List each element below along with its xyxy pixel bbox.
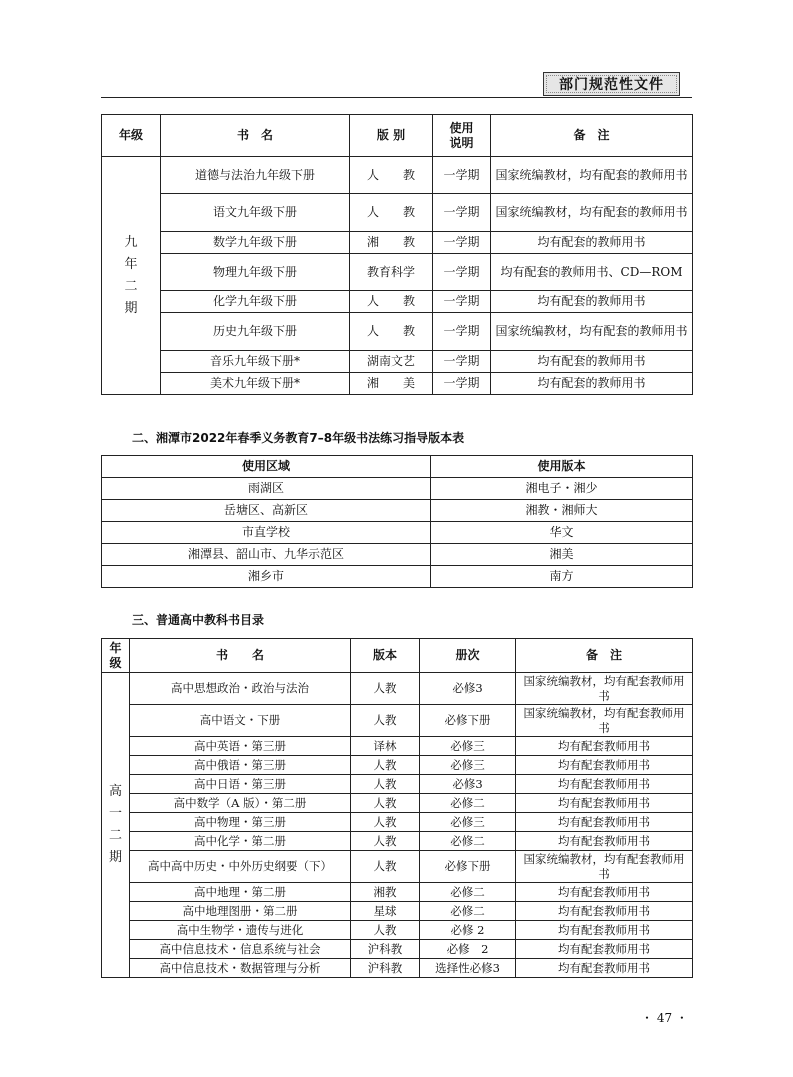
book-cell: 高中地理图册・第二册 bbox=[130, 902, 351, 921]
version-cell: 华文 bbox=[431, 522, 693, 544]
section-title-calligraphy: 二、湘潭市2022年春季义务教育7–8年级书法练习指导版本表 bbox=[132, 431, 465, 445]
edition-cell: 人教 bbox=[351, 921, 420, 940]
volume-cell: 必修三 bbox=[420, 813, 516, 832]
book-cell: 高中英语・第三册 bbox=[130, 737, 351, 756]
book-cell: 音乐九年级下册* bbox=[161, 351, 350, 373]
book-cell: 语文九年级下册 bbox=[161, 194, 350, 232]
volume-cell: 必修3 bbox=[420, 673, 516, 705]
book-cell: 道德与法治九年级下册 bbox=[161, 157, 350, 194]
col-header-note: 备 注 bbox=[491, 115, 693, 157]
col-header-usage: 使用说明 bbox=[433, 115, 491, 157]
grade9-textbook-table bbox=[101, 114, 693, 395]
table-row bbox=[102, 373, 693, 395]
book-cell: 高中语文・下册 bbox=[130, 705, 351, 737]
volume-cell: 必修三 bbox=[420, 737, 516, 756]
table-row bbox=[102, 544, 693, 566]
volume-cell: 必修二 bbox=[420, 902, 516, 921]
book-cell: 高中高中历史・中外历史纲要（下） bbox=[130, 851, 351, 883]
edition-cell: 人 教 bbox=[350, 313, 433, 351]
col-header-area: 使用区域 bbox=[102, 456, 431, 478]
usage-cell: 一学期 bbox=[433, 291, 491, 313]
book-cell: 高中物理・第三册 bbox=[130, 813, 351, 832]
table-row bbox=[102, 254, 693, 291]
volume-cell: 必修下册 bbox=[420, 851, 516, 883]
edition-cell: 人教 bbox=[351, 705, 420, 737]
edition-cell: 人教 bbox=[351, 813, 420, 832]
table-row bbox=[102, 351, 693, 373]
volume-cell: 必修3 bbox=[420, 775, 516, 794]
grade-cell bbox=[102, 157, 161, 395]
table-row bbox=[102, 737, 693, 756]
book-cell: 高中数学（A 版）・第二册 bbox=[130, 794, 351, 813]
table-row bbox=[102, 194, 693, 232]
book-cell: 数学九年级下册 bbox=[161, 232, 350, 254]
table-row bbox=[102, 775, 693, 794]
edition-cell: 人 教 bbox=[350, 157, 433, 194]
book-cell: 高中地理・第二册 bbox=[130, 883, 351, 902]
table-row bbox=[102, 673, 693, 705]
volume-cell: 必修 2 bbox=[420, 940, 516, 959]
volume-cell: 必修二 bbox=[420, 883, 516, 902]
note-cell: 均有配套的教师用书 bbox=[491, 351, 693, 373]
edition-cell: 教育科学 bbox=[350, 254, 433, 291]
note-cell: 均有配套教师用书 bbox=[516, 959, 693, 978]
area-cell: 湘潭县、韶山市、九华示范区 bbox=[102, 544, 431, 566]
table-row bbox=[102, 157, 693, 194]
note-cell: 国家统编教材，均有配套教师用书 bbox=[516, 705, 693, 737]
table-row bbox=[102, 959, 693, 978]
note-cell: 均有配套教师用书 bbox=[516, 737, 693, 756]
table-row bbox=[102, 794, 693, 813]
table-row bbox=[102, 522, 693, 544]
section-title-high-school: 三、普通高中教科书目录 bbox=[132, 613, 265, 627]
note-cell: 均有配套的教师用书 bbox=[491, 232, 693, 254]
book-cell: 高中化学・第二册 bbox=[130, 832, 351, 851]
edition-cell: 湘 教 bbox=[350, 232, 433, 254]
table-row bbox=[102, 921, 693, 940]
volume-cell: 必修三 bbox=[420, 756, 516, 775]
note-cell: 国家统编教材，均有配套教师用书 bbox=[516, 851, 693, 883]
version-cell: 湘教・湘师大 bbox=[431, 500, 693, 522]
edition-cell: 沪科教 bbox=[351, 940, 420, 959]
edition-cell: 人教 bbox=[351, 756, 420, 775]
table-row bbox=[102, 478, 693, 500]
area-cell: 雨湖区 bbox=[102, 478, 431, 500]
table-header-row bbox=[102, 639, 693, 673]
table-row bbox=[102, 500, 693, 522]
section-badge bbox=[543, 72, 680, 96]
note-cell: 均有配套的教师用书、CD—ROM bbox=[491, 254, 693, 291]
col-header-grade: 年级 bbox=[102, 639, 130, 673]
grade-char: 期 bbox=[124, 300, 138, 316]
edition-cell: 人 教 bbox=[350, 194, 433, 232]
edition-cell: 人教 bbox=[351, 794, 420, 813]
edition-cell: 人 教 bbox=[350, 291, 433, 313]
area-cell: 市直学校 bbox=[102, 522, 431, 544]
book-cell: 历史九年级下册 bbox=[161, 313, 350, 351]
table-row bbox=[102, 566, 693, 588]
volume-cell: 必修二 bbox=[420, 832, 516, 851]
note-cell: 均有配套教师用书 bbox=[516, 921, 693, 940]
table-row bbox=[102, 291, 693, 313]
edition-cell: 沪科教 bbox=[351, 959, 420, 978]
book-cell: 物理九年级下册 bbox=[161, 254, 350, 291]
table-row bbox=[102, 232, 693, 254]
grade-char: 年 bbox=[124, 256, 138, 272]
grade-char: 九 bbox=[124, 234, 138, 250]
note-cell: 均有配套教师用书 bbox=[516, 883, 693, 902]
high-school-textbook-table bbox=[101, 638, 693, 978]
grade-char: 期 bbox=[108, 850, 122, 865]
volume-cell: 必修二 bbox=[420, 794, 516, 813]
volume-cell: 选择性必修3 bbox=[420, 959, 516, 978]
table-row bbox=[102, 902, 693, 921]
col-header-edition: 版 别 bbox=[350, 115, 433, 157]
col-header-volume: 册次 bbox=[420, 639, 516, 673]
volume-cell: 必修下册 bbox=[420, 705, 516, 737]
badge-label: 部门规范性文件 bbox=[559, 77, 664, 93]
edition-cell: 人教 bbox=[351, 851, 420, 883]
edition-cell: 人教 bbox=[351, 775, 420, 794]
version-cell: 湘电子・湘少 bbox=[431, 478, 693, 500]
note-cell: 均有配套教师用书 bbox=[516, 902, 693, 921]
edition-cell: 湘 美 bbox=[350, 373, 433, 395]
note-cell: 均有配套教师用书 bbox=[516, 940, 693, 959]
note-cell: 均有配套的教师用书 bbox=[491, 291, 693, 313]
usage-cell: 一学期 bbox=[433, 351, 491, 373]
calligraphy-version-table bbox=[101, 455, 693, 588]
edition-cell: 译林 bbox=[351, 737, 420, 756]
table-row bbox=[102, 705, 693, 737]
col-header-edition: 版本 bbox=[351, 639, 420, 673]
grade-char: 二 bbox=[108, 828, 122, 843]
edition-cell: 湖南文艺 bbox=[350, 351, 433, 373]
note-cell: 均有配套教师用书 bbox=[516, 775, 693, 794]
grade-cell bbox=[102, 673, 130, 978]
book-cell: 美术九年级下册* bbox=[161, 373, 350, 395]
table-header-row bbox=[102, 115, 693, 157]
table-row bbox=[102, 851, 693, 883]
note-cell: 国家统编教材，均有配套教师用书 bbox=[516, 673, 693, 705]
edition-cell: 星球 bbox=[351, 902, 420, 921]
table-header-row bbox=[102, 456, 693, 478]
area-cell: 湘乡市 bbox=[102, 566, 431, 588]
area-cell: 岳塘区、高新区 bbox=[102, 500, 431, 522]
note-cell: 均有配套教师用书 bbox=[516, 794, 693, 813]
usage-cell: 一学期 bbox=[433, 313, 491, 351]
usage-cell: 一学期 bbox=[433, 157, 491, 194]
col-header-grade: 年级 bbox=[102, 115, 161, 157]
book-cell: 高中思想政治・政治与法治 bbox=[130, 673, 351, 705]
usage-cell: 一学期 bbox=[433, 194, 491, 232]
book-cell: 化学九年级下册 bbox=[161, 291, 350, 313]
note-cell: 国家统编教材，均有配套的教师用书 bbox=[491, 313, 693, 351]
book-cell: 高中俄语・第三册 bbox=[130, 756, 351, 775]
table-row bbox=[102, 832, 693, 851]
version-cell: 湘美 bbox=[431, 544, 693, 566]
version-cell: 南方 bbox=[431, 566, 693, 588]
table-row bbox=[102, 813, 693, 832]
note-cell: 均有配套教师用书 bbox=[516, 756, 693, 775]
usage-cell: 一学期 bbox=[433, 373, 491, 395]
grade-char: 高 bbox=[108, 784, 122, 799]
col-header-note: 备 注 bbox=[516, 639, 693, 673]
grade-char: 一 bbox=[108, 806, 122, 821]
book-cell: 高中日语・第三册 bbox=[130, 775, 351, 794]
table-row bbox=[102, 313, 693, 351]
table-row bbox=[102, 940, 693, 959]
usage-cell: 一学期 bbox=[433, 232, 491, 254]
note-cell: 均有配套的教师用书 bbox=[491, 373, 693, 395]
header-rule bbox=[101, 97, 692, 98]
page-number: ・ 47 ・ bbox=[641, 1011, 688, 1025]
table-row bbox=[102, 883, 693, 902]
book-cell: 高中信息技术・数据管理与分析 bbox=[130, 959, 351, 978]
edition-cell: 湘教 bbox=[351, 883, 420, 902]
table-row bbox=[102, 756, 693, 775]
note-cell: 国家统编教材，均有配套的教师用书 bbox=[491, 157, 693, 194]
usage-cell: 一学期 bbox=[433, 254, 491, 291]
book-cell: 高中信息技术・信息系统与社会 bbox=[130, 940, 351, 959]
grade-char: 二 bbox=[124, 278, 138, 294]
col-header-book: 书 名 bbox=[161, 115, 350, 157]
edition-cell: 人教 bbox=[351, 832, 420, 851]
note-cell: 国家统编教材，均有配套的教师用书 bbox=[491, 194, 693, 232]
note-cell: 均有配套教师用书 bbox=[516, 832, 693, 851]
volume-cell: 必修 2 bbox=[420, 921, 516, 940]
col-header-book: 书 名 bbox=[130, 639, 351, 673]
book-cell: 高中生物学・遗传与进化 bbox=[130, 921, 351, 940]
note-cell: 均有配套教师用书 bbox=[516, 813, 693, 832]
col-header-version: 使用版本 bbox=[431, 456, 693, 478]
edition-cell: 人教 bbox=[351, 673, 420, 705]
